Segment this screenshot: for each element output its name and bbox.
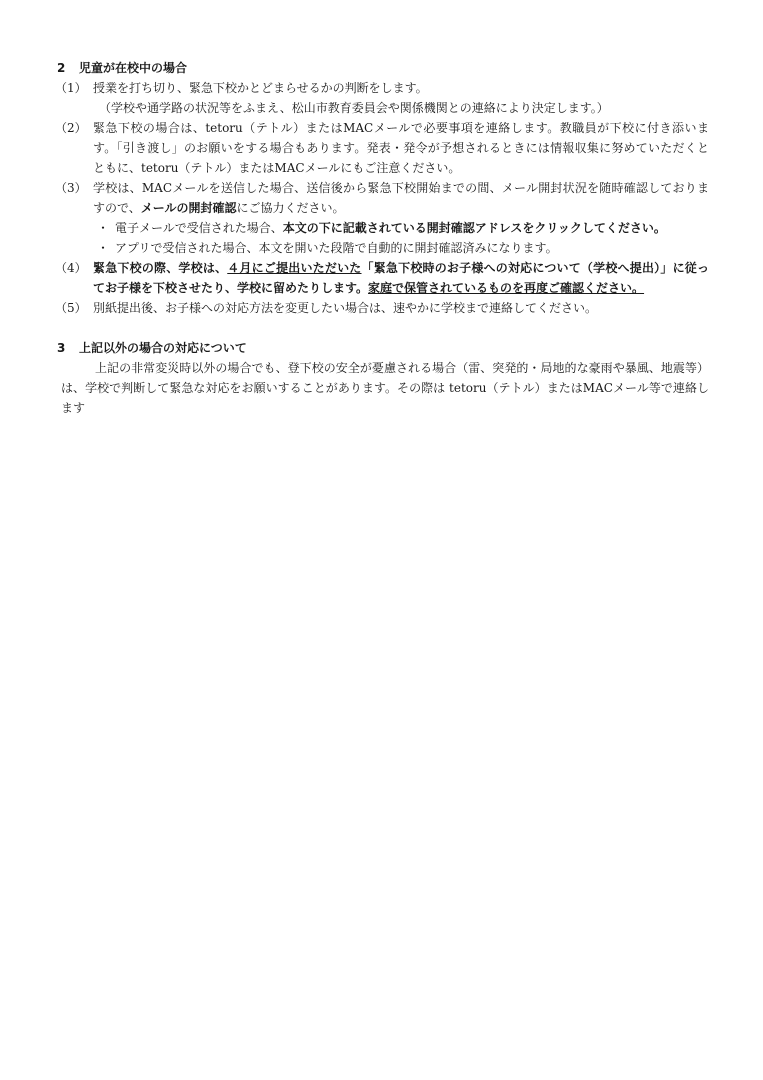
bullet-text: アプリで受信された場合、本文を開いた段階で自動的に開封確認済みになります。	[115, 241, 558, 255]
item-number: （2）	[55, 121, 87, 135]
bullet-dot: ・	[97, 241, 110, 255]
item-text-bold: メールの開封確認	[140, 201, 237, 215]
section-2-number: 2	[57, 61, 66, 75]
section-3-number: 3	[57, 341, 66, 355]
item-2-4	[57, 258, 709, 298]
section-3-heading: 上記以外の場合の対応について	[79, 341, 247, 355]
item-text-part: 学校は、MACメールを送信した場合、送信後から緊急下校開始までの間、メール開封状況を随時確認しておりますので、	[93, 181, 709, 215]
bullet-item	[57, 238, 709, 258]
item-text-part: 「緊急下校時のお子様への対応について（学校へ提出）」	[361, 261, 673, 275]
item-number: （4）	[55, 261, 87, 275]
item-number: （5）	[55, 301, 87, 315]
item-text-part: に従ってお子様を下校させたり、学校に留めたりします。	[93, 261, 709, 295]
section-3-body-wrap	[57, 358, 709, 418]
item-2-2	[57, 118, 709, 178]
item-number: （3）	[55, 181, 87, 195]
bullet-dot: ・	[97, 221, 110, 235]
document-page	[57, 58, 709, 418]
item-2-5	[57, 298, 709, 318]
bullet-text-bold: 本文の下に記載されている開封確認アドレスをクリックしてください。	[282, 221, 666, 235]
item-text-underlined: ４月にご提出いただいた	[227, 261, 362, 275]
section-2-title	[57, 58, 709, 78]
item-text: 別紙提出後、お子様への対応方法を変更したい場合は、速やかに学校まで連絡してください。	[93, 301, 598, 315]
section-3-title	[57, 338, 709, 358]
section-2-heading: 児童が在校中の場合	[79, 61, 188, 75]
item-number: （1）	[55, 81, 87, 95]
item-text: 緊急下校の場合は、tetoru（テトル）またはMACメールで必要事項を連絡します。教職員が下校に付き添います。「引き渡し」のお願いをする場合もあります。発表・発令が予想されるときには情報収集に努めていただくとともに、tetoru（テトル）またはMACメールにもご注意ください。	[93, 121, 709, 175]
section-gap	[57, 318, 709, 338]
bullet-item	[57, 218, 709, 238]
item-text	[93, 258, 709, 298]
item-2-1	[57, 78, 709, 98]
item-text-part: にご協力ください。	[236, 201, 345, 215]
section-3-body: 上記の非常変災時以外の場合でも、登下校の安全が憂慮される場合（雷、突発的・局地的な豪雨や暴風、地震等）は、学校で判断して緊急な対応をお願いすることがあります。その際は tetoru（テトル）またはMACメール等で連絡します	[61, 361, 709, 415]
item-text-underlined: 家庭で保管されているものを再度ご確認ください。	[368, 281, 645, 295]
item-text-part: 緊急下校の際、学校は、	[93, 261, 228, 275]
item-text: 授業を打ち切り、緊急下校かとどまらせるかの判断をします。	[93, 81, 428, 95]
bullet-text: 電子メールで受信された場合、	[115, 221, 283, 235]
item-2-1-note: （学校や通学路の状況等をふまえ、松山市教育委員会や関係機関との連絡により決定します。）	[99, 101, 609, 115]
item-text	[93, 178, 709, 218]
item-2-3	[57, 178, 709, 218]
